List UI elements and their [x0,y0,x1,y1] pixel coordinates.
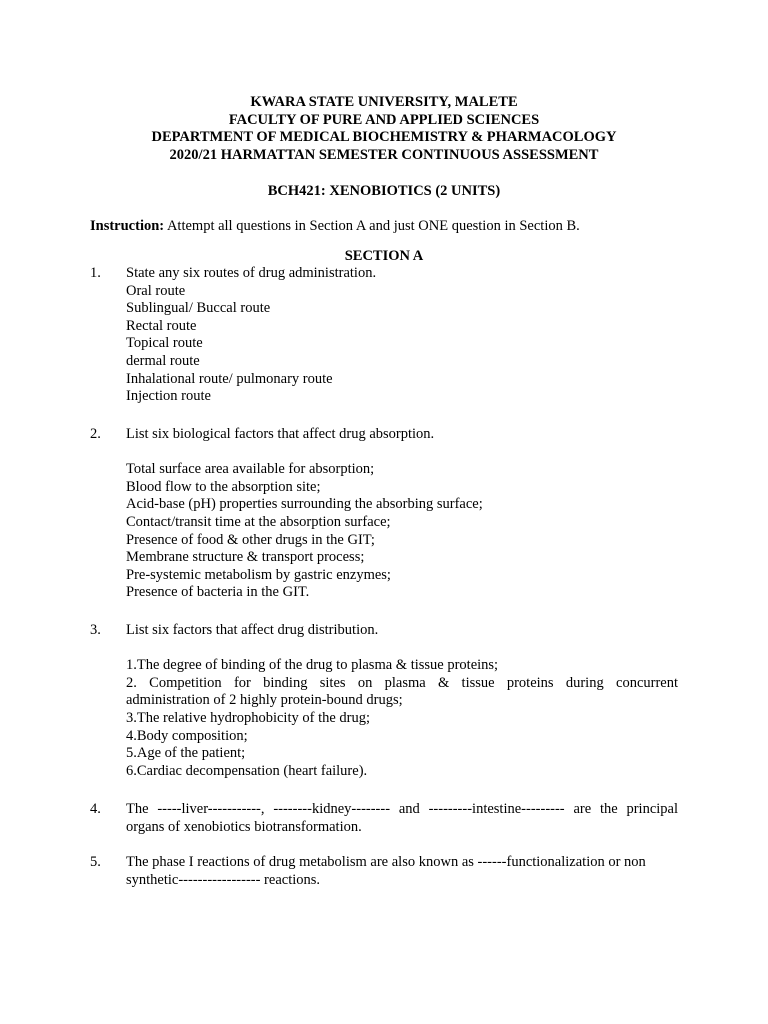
instruction-label: Instruction: [90,218,165,234]
question-4 [90,801,678,836]
question-number: 4. [90,801,101,817]
course-title: BCH421: XENOBIOTICS (2 UNITS) [267,183,501,199]
answer-list [126,283,678,406]
document-header [0,94,768,164]
question-number: 2. [90,426,101,442]
section-a-title: SECTION A [344,248,424,264]
question-1 [90,265,678,406]
answer-item: Blood flow to the absorption site; [126,478,321,495]
answer-item: Inhalational route/ pulmonary route [126,370,333,387]
question-number: 5. [90,854,101,870]
question-5 [90,854,678,889]
answer-item: Rectal route [126,317,197,334]
question-text: The -----liver-----------, --------kidney-------- and ---------intestine--------- are the principal [126,801,678,817]
instruction [90,218,690,236]
answer-item: Membrane structure & transport process; [126,549,365,566]
question-text-continued: synthetic----------------- reactions. [126,871,321,888]
answer-item: 6.Cardiac decompensation (heart failure). [126,762,368,779]
answer-item: Pre-systemic metabolism by gastric enzymes; [126,566,391,583]
question-text: The phase I reactions of drug metabolism are also known as ------functionalization or non [126,854,646,870]
question-3 [90,622,678,780]
question-text: List six factors that affect drug distribution. [126,622,379,638]
question-2 [90,426,678,602]
answer-list [126,657,678,780]
answer-item: Total surface area available for absorption; [126,461,375,478]
university-name: KWARA STATE UNIVERSITY, MALETE [250,94,518,110]
answer-item: 2. Competition for binding sites on plasma & tissue proteins during concurrent [126,674,678,691]
answer-item: administration of 2 highly protein-bound drugs; [126,692,403,709]
question-text-continued: organs of xenobiotics biotransformation. [126,818,362,835]
question-text: List six biological factors that affect drug absorption. [126,426,435,442]
answer-item: Contact/transit time at the absorption surface; [126,513,391,530]
answer-item: dermal route [126,352,200,369]
answer-item: 4.Body composition; [126,727,248,744]
question-text: State any six routes of drug administration. [126,265,377,281]
answer-list [126,461,678,602]
answer-item: 5.Age of the patient; [126,745,246,762]
question-number: 1. [90,265,101,281]
faculty-name: FACULTY OF PURE AND APPLIED SCIENCES [228,111,540,128]
assessment-title: 2020/21 HARMATTAN SEMESTER CONTINUOUS ASSESSMENT [169,146,599,163]
answer-item: Topical route [126,335,203,352]
answer-item: Presence of bacteria in the GIT. [126,584,310,601]
department-name: DEPARTMENT OF MEDICAL BIOCHEMISTRY & PHARMACOLOGY [151,129,617,146]
answer-item: Injection route [126,388,211,405]
question-number: 3. [90,622,101,638]
answer-item: Oral route [126,282,186,299]
answer-item: Acid-base (pH) properties surrounding the absorbing surface; [126,496,483,513]
answer-item: Presence of food & other drugs in the GIT; [126,531,375,548]
answer-item: 1.The degree of binding of the drug to plasma & tissue proteins; [126,657,499,674]
instruction-text: Attempt all questions in Section A and just ONE question in Section B. [164,218,580,234]
answer-item: 3.The relative hydrophobicity of the drug; [126,709,371,726]
answer-item: Sublingual/ Buccal route [126,300,271,317]
